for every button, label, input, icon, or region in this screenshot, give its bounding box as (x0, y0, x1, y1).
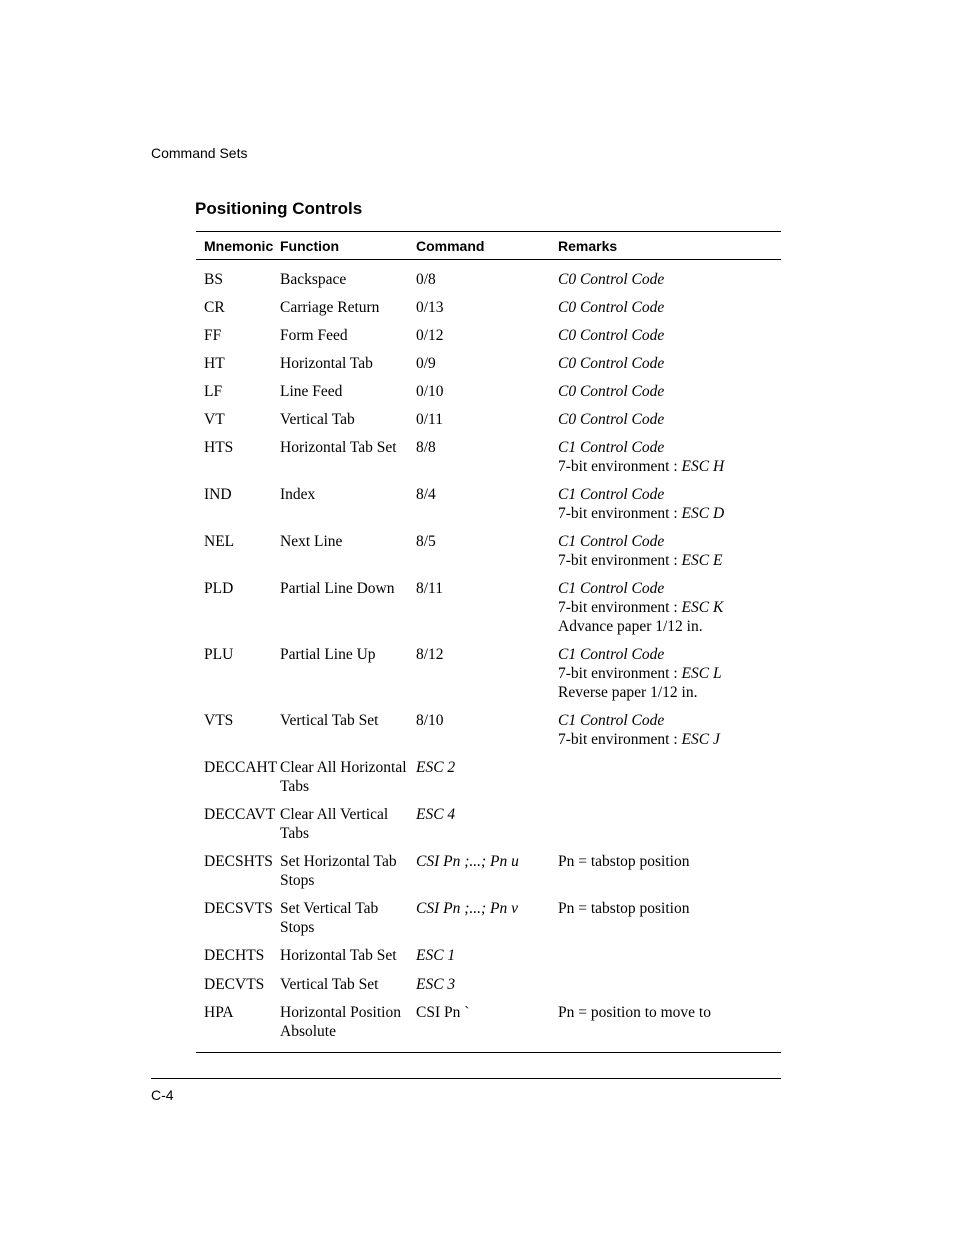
column-header-mnemonic: Mnemonic (204, 237, 274, 254)
remarks-text: C0 Control Code (558, 355, 665, 372)
remarks-text: ESC E (681, 552, 723, 569)
cell-function: Horizontal Position Absolute (280, 1004, 401, 1040)
remarks-line (558, 645, 781, 664)
cell-mnemonic: VTS (204, 712, 234, 729)
cell-mnemonic: VT (204, 411, 225, 428)
cell-remarks (558, 852, 781, 890)
cell-mnemonic: HT (204, 355, 225, 372)
remarks-text: ESC J (681, 731, 720, 748)
cell-remarks (558, 410, 781, 429)
cell-remarks (558, 298, 781, 317)
cell-function: Form Feed (280, 327, 348, 344)
cell-function: Horizontal Tab Set (280, 947, 397, 964)
remarks-text: C0 Control Code (558, 299, 665, 316)
cell-function: Partial Line Down (280, 580, 395, 597)
remarks-line (558, 579, 781, 598)
cell-remarks (558, 899, 781, 937)
table-row (196, 975, 781, 994)
remarks-line (558, 730, 781, 749)
remarks-text: 7-bit environment : (558, 665, 682, 682)
cell-remarks (558, 645, 781, 702)
cell-command: 8/8 (416, 439, 436, 456)
footer-rule (151, 1078, 781, 1079)
table-row (196, 438, 781, 476)
remarks-line (558, 664, 781, 683)
remarks-line (558, 298, 781, 317)
table-row (196, 852, 781, 890)
cell-mnemonic: BS (204, 271, 223, 288)
cell-mnemonic: DECSHTS (204, 853, 273, 870)
table-row (196, 711, 781, 749)
table-row (196, 532, 781, 570)
remarks-line (558, 532, 781, 551)
cell-mnemonic: DECCAHT (204, 759, 278, 776)
remarks-text: Advance paper 1/12 in. (558, 618, 703, 635)
table-header-rule (196, 259, 781, 260)
remarks-text: C1 Control Code (558, 646, 665, 663)
cell-function: Horizontal Tab (280, 355, 373, 372)
cell-command: 8/11 (416, 580, 443, 597)
remarks-text: C0 Control Code (558, 383, 665, 400)
remarks-text: 7-bit environment : (558, 731, 682, 748)
remarks-text: 7-bit environment : (558, 458, 682, 475)
cell-function: Vertical Tab (280, 411, 355, 428)
remarks-line (558, 485, 781, 504)
remarks-text: ESC D (681, 505, 725, 522)
remarks-text: 7-bit environment : (558, 505, 682, 522)
cell-remarks (558, 354, 781, 373)
cell-mnemonic: DECHTS (204, 947, 265, 964)
table-row (196, 410, 781, 429)
cell-command: ESC 3 (416, 976, 456, 993)
table-row (196, 899, 781, 937)
cell-function: Index (280, 486, 316, 503)
remarks-line (558, 598, 781, 617)
remarks-text: C0 Control Code (558, 411, 665, 428)
remarks-line (558, 270, 781, 289)
cell-mnemonic: DECVTS (204, 976, 265, 993)
page-number: C-4 (151, 1087, 174, 1103)
cell-function: Carriage Return (280, 299, 380, 316)
remarks-text: ESC K (681, 599, 724, 616)
cell-mnemonic: LF (204, 383, 223, 400)
remarks-text: ESC L (681, 665, 722, 682)
table-row (196, 270, 781, 289)
remarks-line (558, 438, 781, 457)
remarks-text: C1 Control Code (558, 439, 665, 456)
positioning-controls-table (196, 231, 781, 1053)
remarks-line (558, 852, 781, 871)
remarks-text: C1 Control Code (558, 486, 665, 503)
remarks-line (558, 382, 781, 401)
remarks-text: 7-bit environment : (558, 599, 682, 616)
table-row (196, 485, 781, 523)
cell-function: Clear All Vertical Tabs (280, 806, 389, 842)
table-row (196, 354, 781, 373)
cell-function: Next Line (280, 533, 343, 550)
cell-function: Set Vertical Tab Stops (280, 900, 379, 936)
cell-command: 0/9 (416, 355, 436, 372)
cell-remarks (558, 758, 781, 796)
cell-command: 8/4 (416, 486, 436, 503)
cell-function: Line Feed (280, 383, 343, 400)
remarks-text: C0 Control Code (558, 327, 665, 344)
remarks-line (558, 457, 781, 476)
cell-command: ESC 2 (416, 759, 456, 776)
cell-remarks (558, 1003, 781, 1041)
cell-function: Backspace (280, 271, 347, 288)
table-body (196, 270, 781, 1041)
remarks-line (558, 354, 781, 373)
remarks-text: Reverse paper 1/12 in. (558, 684, 698, 701)
remarks-text: 7-bit environment : (558, 552, 682, 569)
cell-mnemonic: FF (204, 327, 222, 344)
cell-command: 0/13 (416, 299, 444, 316)
cell-mnemonic: DECCAVT (204, 806, 276, 823)
remarks-line (558, 899, 781, 918)
cell-mnemonic: PLU (204, 646, 234, 663)
cell-command: CSI Pn ;...; Pn u (416, 853, 519, 870)
remarks-line (558, 504, 781, 523)
remarks-text: C1 Control Code (558, 580, 665, 597)
cell-remarks (558, 382, 781, 401)
cell-function: Clear All Horizontal Tabs (280, 759, 407, 795)
cell-command: 0/11 (416, 411, 443, 428)
column-header-function: Function (280, 237, 340, 254)
cell-remarks (558, 326, 781, 345)
section-title: Positioning Controls (195, 199, 363, 218)
table-row (196, 1003, 781, 1041)
remarks-line (558, 551, 781, 570)
cell-function: Vertical Tab Set (280, 712, 379, 729)
cell-remarks (558, 975, 781, 994)
cell-remarks (558, 532, 781, 570)
table-row (196, 946, 781, 965)
cell-function: Horizontal Tab Set (280, 439, 397, 456)
cell-command: CSI Pn ` (416, 1004, 470, 1021)
cell-function: Vertical Tab Set (280, 976, 379, 993)
column-header-remarks: Remarks (558, 237, 618, 254)
remarks-line (558, 617, 781, 636)
cell-command: 8/12 (416, 646, 444, 663)
table-row (196, 758, 781, 796)
table-row (196, 326, 781, 345)
remarks-line (558, 410, 781, 429)
cell-mnemonic: IND (204, 486, 232, 503)
cell-mnemonic: CR (204, 299, 225, 316)
remarks-text: Pn = tabstop position (558, 853, 690, 870)
cell-function: Set Horizontal Tab Stops (280, 853, 397, 889)
cell-remarks (558, 270, 781, 289)
cell-remarks (558, 579, 781, 636)
remarks-text: Pn = tabstop position (558, 900, 690, 917)
remarks-text: C1 Control Code (558, 533, 665, 550)
cell-command: 8/10 (416, 712, 444, 729)
cell-command: ESC 1 (416, 947, 456, 964)
cell-command: ESC 4 (416, 806, 456, 823)
cell-command: 0/8 (416, 271, 436, 288)
cell-command: 0/12 (416, 327, 444, 344)
cell-mnemonic: HPA (204, 1004, 234, 1021)
cell-mnemonic: DECSVTS (204, 900, 273, 917)
remarks-line (558, 683, 781, 702)
remarks-line (558, 711, 781, 730)
remarks-text: C1 Control Code (558, 712, 665, 729)
cell-mnemonic: NEL (204, 533, 235, 550)
cell-function: Partial Line Up (280, 646, 376, 663)
remarks-text: C0 Control Code (558, 271, 665, 288)
table-row (196, 805, 781, 843)
table-row (196, 382, 781, 401)
remarks-text: ESC H (681, 458, 725, 475)
remarks-text: Pn = position to move to (558, 1004, 711, 1021)
table-row (196, 645, 781, 702)
cell-command: CSI Pn ;...; Pn v (416, 900, 519, 917)
remarks-line (558, 326, 781, 345)
cell-remarks (558, 438, 781, 476)
cell-command: 8/5 (416, 533, 436, 550)
running-header: Command Sets (151, 145, 248, 161)
cell-mnemonic: HTS (204, 439, 234, 456)
table-header-row (196, 232, 781, 259)
cell-remarks (558, 805, 781, 843)
column-header-command: Command (416, 237, 485, 254)
remarks-line (558, 1003, 781, 1022)
table-bottom-rule (196, 1052, 781, 1053)
cell-remarks (558, 711, 781, 749)
cell-command: 0/10 (416, 383, 444, 400)
table-row (196, 298, 781, 317)
cell-mnemonic: PLD (204, 580, 234, 597)
cell-remarks (558, 946, 781, 965)
cell-remarks (558, 485, 781, 523)
table-row (196, 579, 781, 636)
